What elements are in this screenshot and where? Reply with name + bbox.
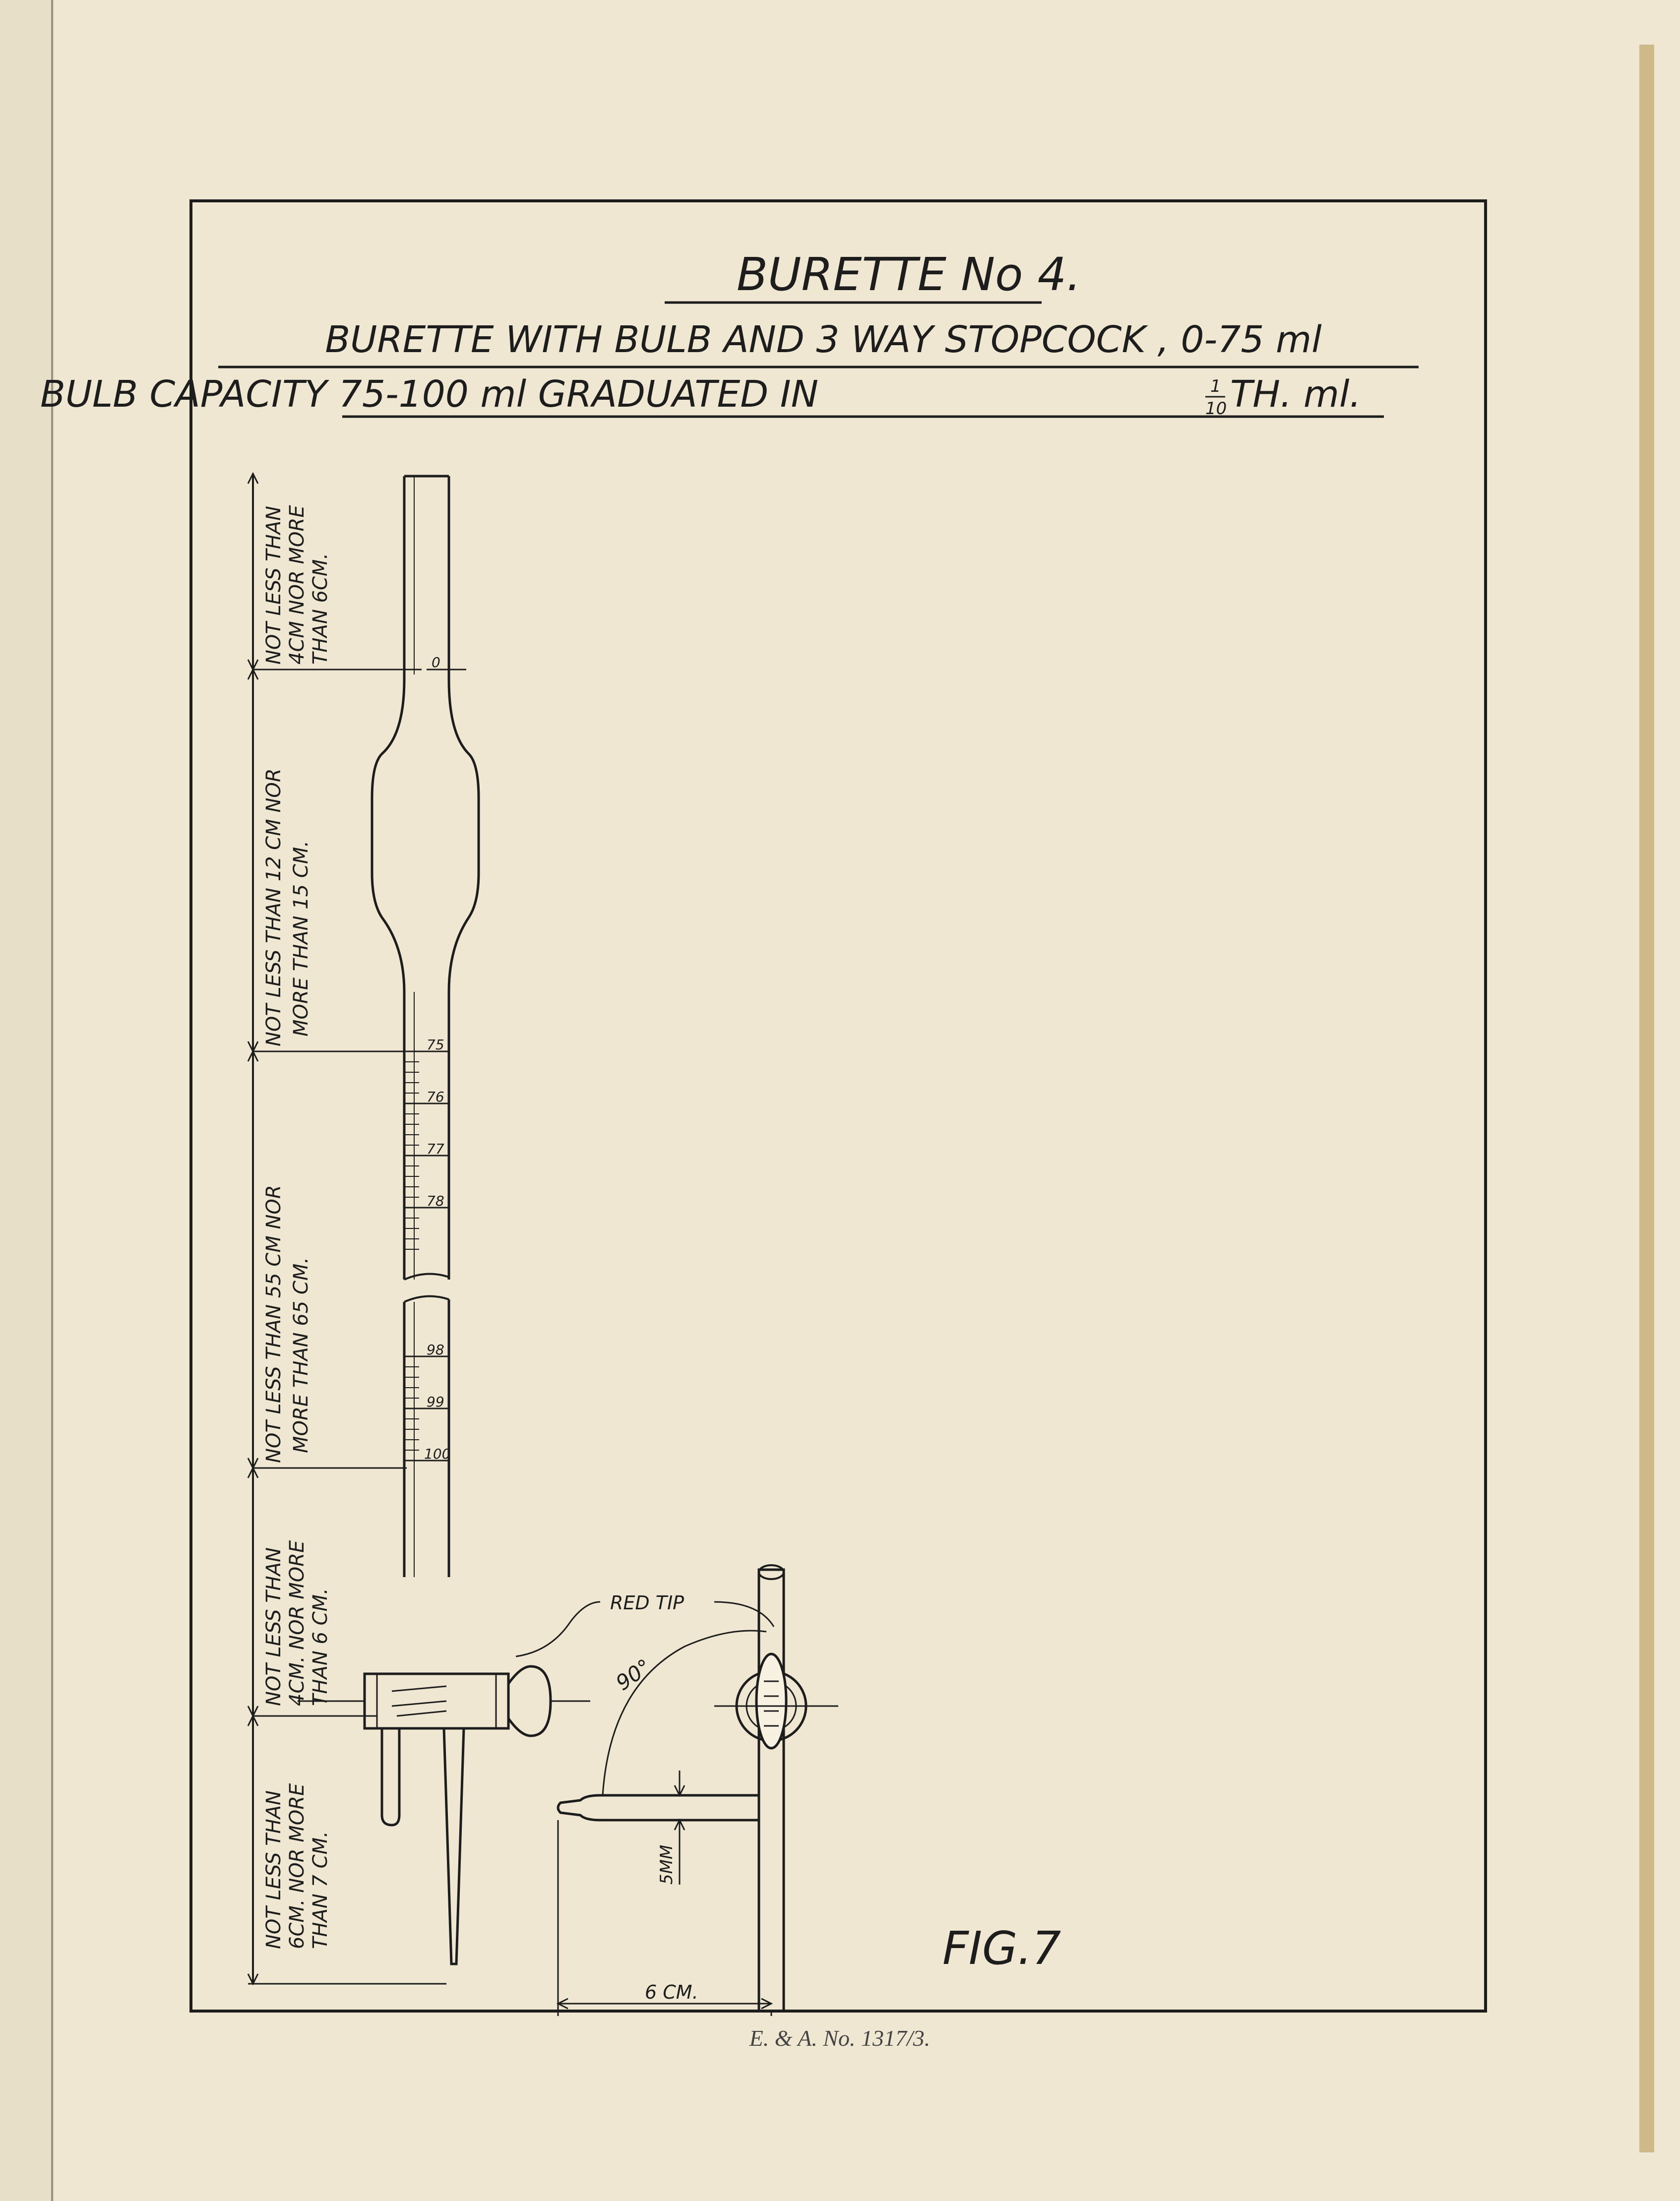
dimension-3-line-1: NOT LESS THAN 55 CM NOR	[262, 1185, 285, 1463]
dimension-4-line-2: 4CM. NOR MORE	[286, 1540, 309, 1706]
dimension-2-line-1: NOT LESS THAN 12 CM NOR	[262, 768, 285, 1046]
dimension-5-line-1: NOT LESS THAN	[262, 1790, 285, 1949]
offset-label: 5MM	[657, 1844, 677, 1885]
scale-99: 99	[427, 1394, 444, 1410]
detail-stopcock-plug	[756, 1654, 786, 1748]
scale-77: 77	[427, 1141, 444, 1157]
scale-75: 75	[427, 1037, 444, 1053]
subtitle-line-2: BULB CAPACITY 75-100 ml GRADUATED IN	[40, 373, 818, 416]
dimension-2-line-2: MORE THAN 15 CM.	[290, 840, 312, 1037]
width-label: 6 CM.	[645, 1981, 698, 2003]
scale-98: 98	[427, 1342, 444, 1358]
dimension-1-line-1: NOT LESS THAN	[262, 506, 285, 665]
scale-100: 100	[424, 1446, 451, 1462]
catalog-footer: E. & A. No. 1317/3.	[749, 2025, 931, 2051]
scale-0: 0	[432, 654, 440, 671]
dimension-3-line-2: MORE THAN 65 CM.	[290, 1257, 312, 1453]
dimension-4-line-1: NOT LESS THAN	[262, 1547, 285, 1706]
drawing-title: BURETTE No 4.	[737, 248, 1081, 301]
scale-76: 76	[427, 1089, 444, 1105]
subtitle-line-1: BURETTE WITH BULB AND 3 WAY STOPCOCK , 0-75 ml	[325, 318, 1322, 361]
dimension-1-line-2: 4CM NOR MORE	[286, 505, 309, 665]
angle-label: 90°	[611, 1654, 656, 1696]
dimension-5-line-3: THAN 7 CM.	[309, 1831, 332, 1949]
fraction-denominator: 10	[1205, 399, 1227, 419]
dimension-4-line-3: THAN 6 CM.	[309, 1588, 332, 1706]
page-edge	[1639, 45, 1654, 2152]
dimension-1-line-3: THAN 6CM.	[309, 552, 332, 665]
binding-shadow	[0, 0, 55, 2201]
fraction-numerator: 1	[1210, 376, 1221, 396]
subtitle-line-2-suffix: TH. ml.	[1230, 373, 1362, 416]
dimension-5-line-2: 6CM. NOR MORE	[286, 1783, 309, 1949]
figure-label: FIG.7	[942, 1922, 1061, 1975]
red-tip-label: RED TIP	[610, 1592, 684, 1614]
scale-78: 78	[427, 1193, 444, 1209]
